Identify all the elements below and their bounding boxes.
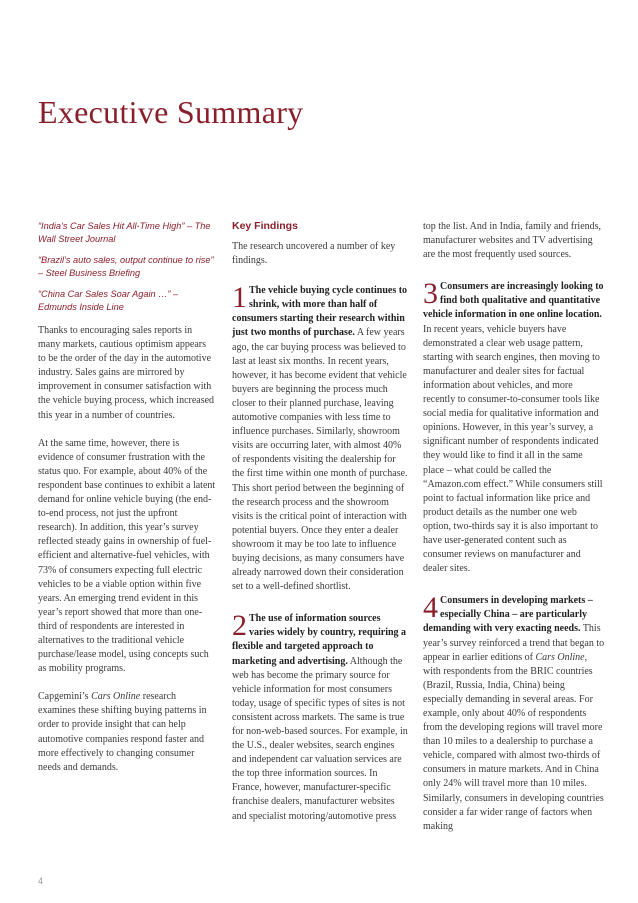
column-left (38, 220, 216, 789)
finding-number: 3 (423, 277, 438, 311)
finding-body: This year’s survey reinforced a trend that began to appear in earlier editions of (423, 623, 605, 663)
paragraph-text: Capgemini’s (38, 691, 92, 703)
capgemini-paragraph (38, 690, 216, 775)
finding-body: , with respondents from the BRIC countries (Brazil, Russia, India, China) being especially demanding in several areas. For example, only about 40% of respondents from the developing regions will travel more than 10 miles to a dealership to purchase a vehicle, compared with almost two-thirds of consumers in mature markets. And in China only 24% will travel more than 10 miles. Similarly, consumers in developing countries consider a far wider range of factors when making (423, 651, 604, 832)
finding-body: A few years ago, the car buying process was believed to last at least six months. In recent years, however, it has become evident that vehicle buyers are beginning the process much closer to their planned purchase, leaving automotive companies with less time to influence purchases. Similarly, showroom visits are occurring later, with almost 40% of respondents visiting the dealership for the first time within one month of purchase. This short period between the beginning of the research process and the showroom visits is the critical point of interaction with potential buyers. Once they enter a dealer showroom it may be too late to influence buying decisions, as many consumers have already narrowed down their consideration set to a well-defined shortlist. (232, 327, 408, 593)
finding-number: 1 (232, 281, 247, 315)
finding-number: 4 (423, 591, 438, 625)
pull-quote: “Brazil’s auto sales, output continue to rise” – Steel Business Briefing (38, 255, 214, 278)
finding-4 (423, 591, 605, 834)
finding-lead: Consumers are increasingly looking to find both qualitative and quantitative vehicle information in one online location. (423, 281, 604, 321)
finding-lead: Consumers in developing markets – especially China – are particularly demanding with very exacting needs. (423, 595, 593, 635)
pull-quote: “China Car Sales Soar Again …” – Edmunds Inside Line (38, 289, 179, 312)
page-title: Executive Summary (38, 94, 304, 130)
finding-number: 2 (232, 609, 247, 643)
intro-paragraph: Thanks to encouraging sales reports in many markets, cautious optimism appears to be the order of the day in the automotive industry. Sales gains are mirrored by improvement in consumer satisfaction with the vehicle buying process, which increased this year in a number of countries. (38, 325, 215, 421)
page-number: 4 (38, 876, 44, 886)
finding-2 (232, 609, 408, 823)
continued-paragraph: top the list. And in India, family and friends, manufacturer websites and TV advertising are the most frequently used sources. (423, 221, 602, 261)
report-title: Cars Online (91, 691, 141, 703)
key-findings-heading: Key Findings (232, 220, 298, 232)
column-right (423, 220, 605, 848)
body-paragraph: At the same time, however, there is evidence of consumer frustration with the status quo. For example, about 40% of the respondent base continues to exhibit a latent demand for online vehicle buying (the end-to-end process, not just the upfront research). In addition, this year’s survey reflected steady gains in ownership of fuel-efficient and alternative-fuel vehicles, with 73% of consumers expecting full electric vehicles to be a viable option within five years. An emerging trend evident in this year’s report showed that more than one-third of respondents are interested in alternatives to the traditional vehicle purchase/lease model, using concepts such as mobility programs. (38, 437, 216, 675)
pull-quote: “India’s Car Sales Hit All-Time High” – The Wall Street Journal (38, 221, 211, 244)
finding-body: Although the web has become the primary source for vehicle information for most consumers today, usage of specific types of sites is not consistent across markets. The same is true for non-web-based sources. For example, in the U.S., dealer websites, search engines and independent car valuation services are the top three information sources. In France, however, manufacturer-specific franchise dealers, manufacturer websites and specialist motoring/automotive press (232, 655, 408, 822)
finding-body: In recent years, vehicle buyers have demonstrated a clear web usage pattern, starting with search engines, then moving to manufacturer and dealer sites for factual information about vehicles, and more recently to consumer-to-consumer tools like social media for qualitative information and opinions. However, in this year’s survey, a significant number of respondents indicated they would like to find it all in the same place – what could be called the “Amazon.com effect.” While consumers still point to factual information like price and product details as the number one web option, two-thirds say it is also important to have user-generated content such as consumer reviews on manufacturer and dealer sites. (423, 323, 603, 575)
paragraph-text: research examines these shifting buying patterns in order to provide insight that can help automotive companies respond faster and more effectively to changing consumer needs and demands. (38, 691, 207, 773)
finding-1 (232, 281, 408, 594)
report-title: Cars Online (535, 651, 585, 663)
key-findings-intro: The research uncovered a number of key findings. (232, 241, 396, 267)
finding-lead: The vehicle buying cycle continues to shrink, with more than half of consumers starting their research within just two months of purchase. (232, 285, 408, 339)
finding-lead: The use of information sources varies widely by country, requiring a flexible and targeted approach to marketing and advertising. (232, 613, 407, 667)
finding-3 (423, 277, 605, 576)
column-middle (232, 220, 408, 838)
